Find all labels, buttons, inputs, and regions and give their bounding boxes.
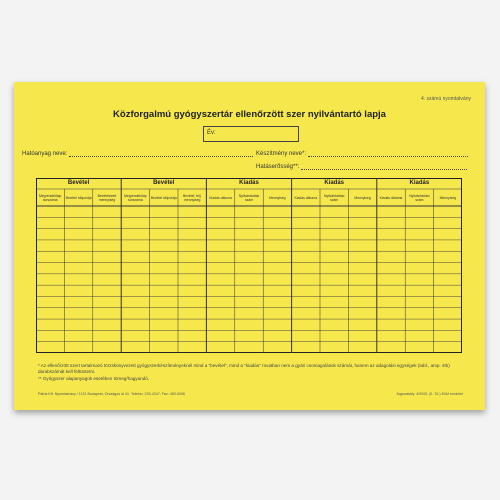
footnote-2: ** Gyógyszer alapanyagok esetében tömeg/hagyandó. — [38, 375, 150, 381]
active-ingredient-field[interactable] — [22, 150, 253, 157]
column-header: Mennyiség — [354, 195, 371, 200]
column-header: Nyilvántartási szám — [409, 193, 430, 202]
column-header: Bevétel. telj. mennyiség — [182, 193, 202, 202]
form-number: 4. számú nyomtatvány — [420, 96, 471, 102]
group-header: Bevétel — [153, 180, 175, 186]
year-field[interactable] — [203, 126, 299, 142]
register-sheet — [14, 82, 485, 410]
register-table — [36, 178, 462, 353]
group-header: Kiadás — [324, 180, 345, 186]
column-header: Mennyiség — [439, 195, 456, 200]
group-header: Kiadás — [409, 180, 430, 186]
footnote-1: * Az ellenőrzött szert tartalmazó törzskönyvezett gyógyszerkészítményeknél mind a "bevétel", mind a "kiadás" rovatban nem a gyári csomagolások számát, hanem az adagolási egységek (tabl., amp. stb) darabszámát kell feltüntetni. — [38, 363, 450, 375]
column-header: Kiadás dátuma — [294, 195, 318, 200]
column-header: Nyilvántartási szám — [238, 193, 260, 202]
column-header: Kiadás dátuma — [209, 195, 232, 200]
column-header: Kiadás dátuma — [379, 195, 403, 200]
year-label: Év: — [207, 130, 216, 136]
publisher-info: Pátria Kft. Nyomtatvány / 1131 Budapest, Országos út 41. Telefon: 239-4347, Fax: 450-0096 — [38, 392, 185, 396]
regulation-reference: Jogszabály: 4/2000. (II. 15.) EüM rendelet — [396, 392, 463, 396]
column-header: Megrendelőlap sorszáma — [38, 193, 62, 202]
strength-field[interactable] — [256, 163, 467, 170]
footnotes — [38, 363, 468, 382]
form-title: Közforgalmú gyógyszertár ellenőrzött szer nyilvántartó lapja — [113, 109, 386, 120]
strength-label: Hatáserősség**: — [256, 164, 300, 170]
product-name-label: Készítmény neve*: — [256, 151, 307, 157]
active-ingredient-label: Hatóanyag neve: — [22, 151, 68, 157]
column-header: Mennyiség — [269, 195, 286, 200]
column-header: Bevétel időpontja — [150, 195, 177, 200]
group-header: Kiadás — [239, 180, 259, 186]
column-header: Bevétel időpontja — [65, 195, 92, 200]
column-header: Nyilvántartási szám — [324, 193, 345, 202]
column-header: Bevételezett mennyiség — [97, 193, 117, 202]
column-header: Megrendelőlap sorszáma — [124, 193, 147, 202]
product-name-field[interactable] — [256, 150, 468, 157]
group-header: Bevétel — [67, 180, 90, 186]
